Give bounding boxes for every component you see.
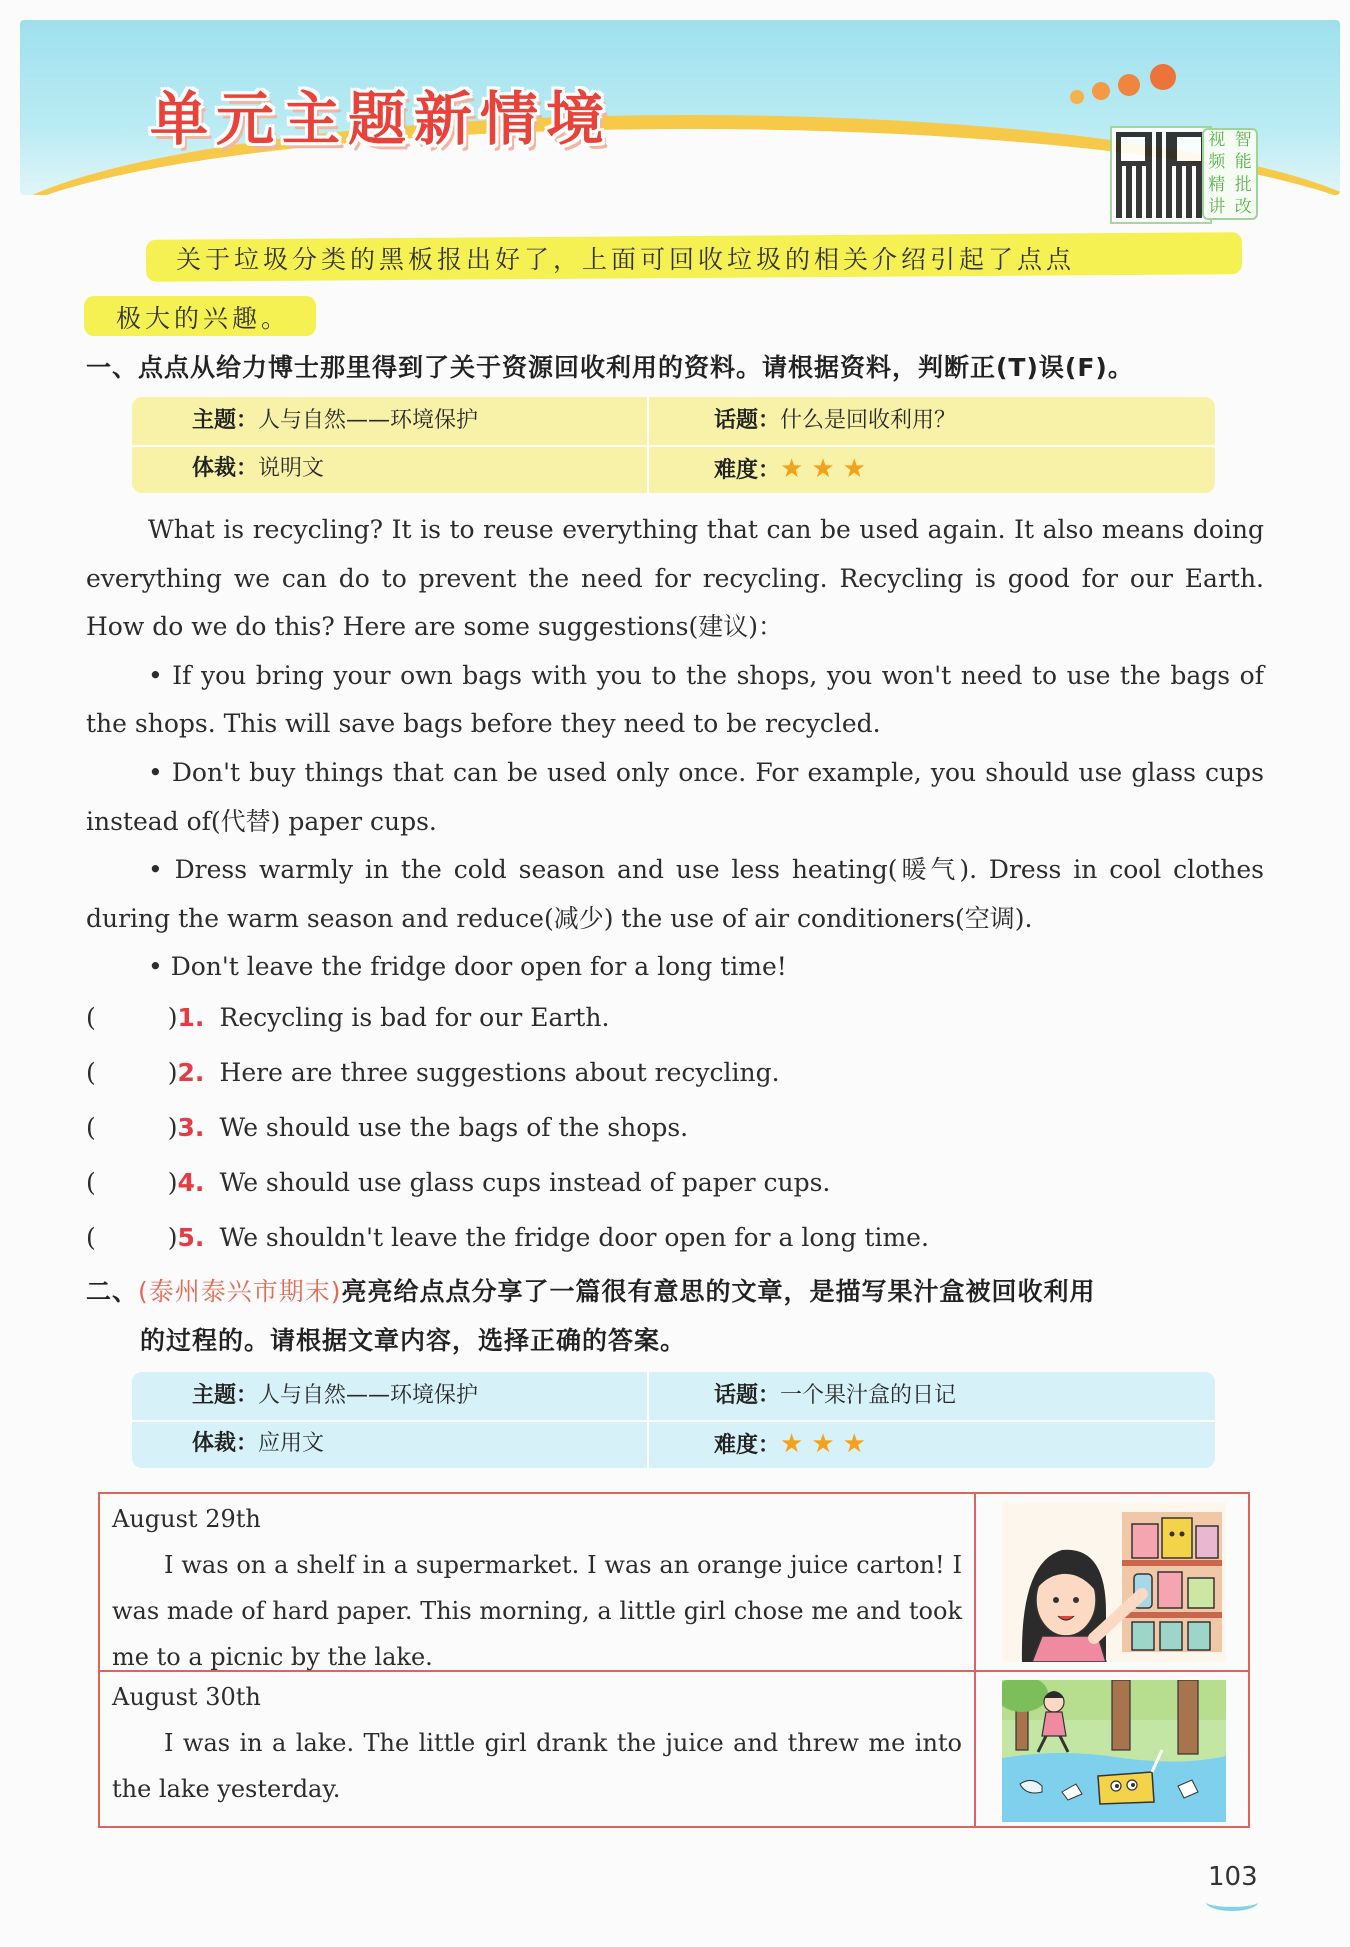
question-text: We should use the bags of the shops. bbox=[219, 1113, 689, 1142]
qr-tag: 智 bbox=[1234, 130, 1252, 150]
diary-text: I was in a lake. The little girl drank the juice and threw me into the lake yesterday. bbox=[112, 1729, 962, 1803]
difficulty-cell bbox=[714, 1420, 874, 1468]
theme-key: 主题： bbox=[192, 408, 259, 433]
genre-value: 说明文 bbox=[258, 456, 325, 481]
divider bbox=[647, 397, 649, 493]
question-number: 5. bbox=[177, 1223, 205, 1252]
difficulty-key: 难度： bbox=[714, 458, 781, 483]
diary-text: I was on a shelf in a supermarket. I was an orange juice carton! I was made of hard paper. This morning, a little girl chose me and took me to a picnic by the lake. bbox=[112, 1551, 962, 1671]
question-number: 2. bbox=[177, 1058, 205, 1087]
passage-paragraph: What is recycling? It is to reuse everything that can be used again. It also means doing everything we can do to prevent the need for recycling. Recycling is good for our Earth. How do we do this? Here are some suggestions(建议)： bbox=[86, 515, 1264, 642]
section1-question: 一、点点从给力博士那里得到了关于资源回收利用的资料。请根据资料，判断正(T)误(F)。 bbox=[86, 353, 1134, 382]
diary-entry-2 bbox=[112, 1674, 962, 1812]
passage-bullet: • Dress warmly in the cold season and use less heating(暖气). Dress in cool clothes during the warm season and reduce(减少) the use of air conditioners(空调). bbox=[86, 855, 1264, 933]
answer-bracket-close: ) bbox=[167, 1003, 178, 1032]
qr-tag: 视 bbox=[1208, 130, 1226, 150]
topic-cell bbox=[714, 1372, 956, 1420]
section2-source: (泰州泰兴市期末) bbox=[138, 1277, 342, 1306]
difficulty-stars bbox=[780, 454, 874, 484]
difficulty-cell bbox=[714, 445, 874, 493]
theme-value: 人与自然——环境保护 bbox=[258, 1383, 479, 1408]
star-icon: ★ bbox=[842, 454, 866, 484]
answer-bracket-close: ) bbox=[167, 1113, 178, 1142]
topic-value: 一个果汁盒的日记 bbox=[780, 1383, 957, 1408]
qr-tag: 能 bbox=[1234, 152, 1252, 173]
tf-question-2 bbox=[86, 1058, 780, 1087]
question-text: Recycling is bad for our Earth. bbox=[219, 1003, 610, 1032]
diary-date: August 29th bbox=[112, 1505, 261, 1533]
answer-bracket-open: ( bbox=[86, 1113, 96, 1142]
qr-code-icon[interactable] bbox=[1112, 128, 1210, 222]
theme-cell bbox=[192, 1372, 478, 1420]
answer-bracket-close: ) bbox=[167, 1168, 178, 1197]
tf-question-3 bbox=[86, 1113, 688, 1142]
genre-key: 体裁： bbox=[192, 1431, 259, 1456]
tf-question-5 bbox=[86, 1223, 929, 1252]
genre-cell bbox=[192, 1420, 324, 1468]
qr-tag: 讲 bbox=[1208, 196, 1226, 217]
section2-info-table bbox=[132, 1372, 1215, 1468]
page-number-swoosh bbox=[1206, 1893, 1258, 1911]
difficulty-stars bbox=[780, 1429, 874, 1459]
section2-question-text: 亮亮给点点分享了一篇很有意思的文章，是描写果汁盒被回收利用 bbox=[341, 1277, 1096, 1306]
tf-question-1 bbox=[86, 1003, 609, 1032]
section1-info-table bbox=[132, 397, 1215, 493]
star-icon: ★ bbox=[780, 1429, 804, 1459]
section2-prefix: 二、 bbox=[86, 1277, 139, 1306]
genre-cell bbox=[192, 445, 324, 493]
theme-cell bbox=[192, 397, 478, 445]
question-number: 1. bbox=[177, 1003, 205, 1032]
unit-title: 单元主题新情境 bbox=[150, 85, 613, 153]
genre-value: 应用文 bbox=[258, 1431, 325, 1456]
diary-date: August 30th bbox=[112, 1683, 261, 1711]
difficulty-key: 难度： bbox=[714, 1433, 781, 1458]
passage-bullet: • Don't leave the fridge door open for a long time! bbox=[148, 952, 787, 982]
answer-bracket-open: ( bbox=[86, 1058, 96, 1087]
star-icon: ★ bbox=[811, 1429, 835, 1459]
qr-tag: 频 bbox=[1208, 152, 1226, 173]
question-number: 3. bbox=[177, 1113, 205, 1142]
qr-tag: 精 bbox=[1208, 174, 1226, 195]
question-number: 4. bbox=[177, 1168, 205, 1197]
theme-key: 主题： bbox=[192, 1383, 259, 1408]
tf-question-4 bbox=[86, 1168, 830, 1197]
genre-key: 体裁： bbox=[192, 456, 259, 481]
answer-bracket-open: ( bbox=[86, 1003, 96, 1032]
question-text: We should use glass cups instead of paper cups. bbox=[219, 1168, 831, 1197]
star-icon: ★ bbox=[780, 454, 804, 484]
qr-tag: 改 bbox=[1234, 196, 1252, 217]
answer-bracket-close: ) bbox=[167, 1223, 178, 1252]
theme-value: 人与自然——环境保护 bbox=[258, 408, 479, 433]
diary-entry-1 bbox=[112, 1496, 962, 1680]
diary-table bbox=[98, 1492, 1250, 1828]
divider bbox=[647, 1372, 649, 1468]
passage-bullet: • Don't buy things that can be used only once. For example, you should use glass cups instead of(代替) paper cups. bbox=[86, 757, 1264, 836]
section2-question-line-1 bbox=[86, 1272, 1096, 1308]
divider bbox=[974, 1494, 976, 1826]
passage bbox=[86, 506, 1264, 992]
answer-bracket-close: ) bbox=[167, 1058, 178, 1087]
lake-illustration bbox=[1002, 1680, 1226, 1822]
qr-tags bbox=[1202, 128, 1258, 220]
section2-question-line-2: 的过程的。请根据文章内容，选择正确的答案。 bbox=[140, 1326, 687, 1355]
star-icon: ★ bbox=[842, 1429, 866, 1459]
page-number: 103 bbox=[1208, 1862, 1258, 1892]
intro-line-2: 极大的兴趣。 bbox=[116, 304, 291, 333]
qr-tag: 批 bbox=[1234, 174, 1252, 195]
topic-value: 什么是回收利用？ bbox=[780, 408, 957, 433]
intro-line-1: 关于垃圾分类的黑板报出好了，上面可回收垃圾的相关介绍引起了点点 bbox=[176, 245, 1076, 274]
answer-bracket-open: ( bbox=[86, 1223, 96, 1252]
answer-bracket-open: ( bbox=[86, 1168, 96, 1197]
passage-bullet: • If you bring your own bags with you to the shops, you won't need to use the bags of the shops. This will save bags before they need to be recycled. bbox=[86, 660, 1264, 739]
question-text: We shouldn't leave the fridge door open for a long time. bbox=[219, 1223, 929, 1252]
question-text: Here are three suggestions about recycling. bbox=[219, 1058, 780, 1087]
supermarket-illustration bbox=[1002, 1502, 1226, 1662]
topic-cell bbox=[714, 397, 956, 445]
topic-key: 话题： bbox=[714, 408, 781, 433]
star-icon: ★ bbox=[811, 454, 835, 484]
topic-key: 话题： bbox=[714, 1383, 781, 1408]
